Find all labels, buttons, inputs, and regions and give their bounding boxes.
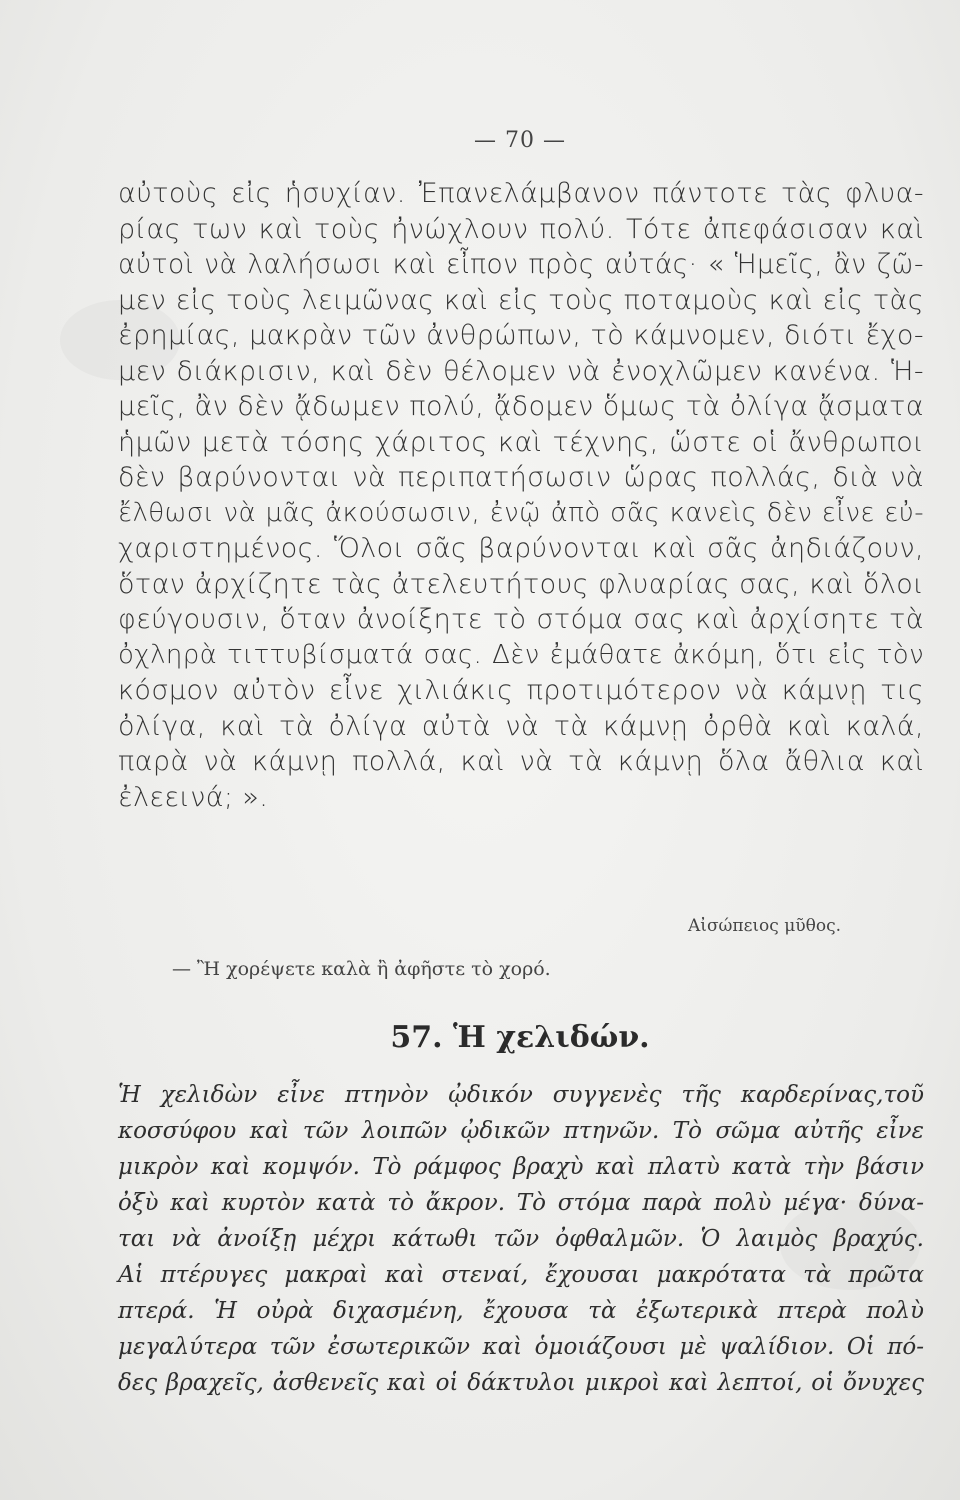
section-heading: 57. Ἡ χελιδών. (390, 1020, 650, 1055)
text-line: ὀλίγα, καὶ τὰ ὀλίγα αὐτὰ νὰ τὰ κάμνῃ ὀρθὰ καὶ καλά, (118, 710, 924, 742)
proverb: — Ἢ χορέψετε καλὰ ἢ ἀφῆστε τὸ χορό. (172, 958, 551, 980)
page-number: — 70 — (474, 128, 566, 153)
text-line: κόσμον αὐτὸν εἶνε χιλιάκις προτιμότερον νὰ κάμνῃ τις (118, 675, 924, 706)
text-line: μεν εἰς τοὺς λειμῶνας καὶ εἰς τοὺς ποταμοὺς καὶ εἰς τὰς (118, 284, 924, 316)
text-line: ἔλθωσι νὰ μᾶς ἀκούσωσιν, ἐνῷ ἀπὸ σᾶς κανεὶς δὲν εἶνε εὐ- (118, 497, 924, 528)
text-line: Αἱ πτέρυγες μακραὶ καὶ στεναί, ἔχουσαι μακρότατα τὰ πρῶτα (118, 1262, 924, 1288)
text-line: δες βραχεῖς, ἀσθενεῖς καὶ οἱ δάκτυλοι μικροὶ καὶ λεπτοί, οἱ ὄνυχες (118, 1370, 924, 1396)
text-line: αὐτοὺς εἰς ἡσυχίαν. Ἐπανελάμβανον πάντοτε τὰς φλυα- (118, 178, 924, 209)
text-line: παρὰ νὰ κάμνῃ πολλά, καὶ νὰ τὰ κάμνῃ ὅλα ἄθλια καὶ (118, 746, 924, 777)
text-line: μεν διάκρισιν, καὶ δὲν θέλομεν νὰ ἐνοχλῶμεν κανένα. Ἡ- (118, 355, 924, 387)
text-line: πτερά. Ἡ οὐρὰ διχασμένη, ἔχουσα τὰ ἐξωτερικὰ πτερὰ πολὺ (118, 1298, 924, 1324)
text-line: ὀχληρὰ τιττυβίσματά σας. Δὲν ἐμάθατε ἀκόμη, ὅτι εἰς τὸν (118, 639, 924, 670)
text-line: χαριστημένος. Ὅλοι σᾶς βαρύνονται καὶ σᾶς ἀηδιάζουν, (118, 533, 924, 564)
text-line: φεύγουσιν, ὅταν ἀνοίξητε τὸ στόμα σας καὶ ἀρχίσητε τὰ (118, 604, 924, 635)
text-line: αὐτοὶ νὰ λαλήσωσι καὶ εἶπον πρὸς αὐτάς· « Ἡμεῖς, ἂν ζῶ- (118, 249, 924, 280)
text-line: ἐλεεινά; ». (118, 781, 269, 813)
text-line: ὀξὺ καὶ κυρτὸν κατὰ τὸ ἄκρον. Τὸ στόμα παρὰ πολὺ μέγα· δύνα- (118, 1190, 924, 1216)
text-line: ὅταν ἀρχίζητε τὰς ἀτελευτήτους φλυαρίας σας, καὶ ὅλοι (118, 568, 924, 600)
fable-text (118, 176, 924, 815)
text-line: μεῖς, ἂν δὲν ᾄδωμεν πολύ, ᾄδομεν ὅμως τὰ ὀλίγα ᾄσματα (118, 391, 924, 422)
text-line: ἐρημίας, μακρὰν τῶν ἀνθρώπων, τὸ κάμνομεν, διότι ἔχο- (118, 320, 924, 351)
text-line: Ἡ χελιδὼν εἶνε πτηνὸν ᾠδικόν συγγενὲς τῆς καρδερίνας,τοῦ (118, 1082, 924, 1108)
text-line: ἡμῶν μετὰ τόσης χάριτος καὶ τέχνης, ὥστε οἱ ἄνθρωποι (118, 426, 924, 458)
text-line: ται νὰ ἀνοίξῃ μέχρι κάτωθι τῶν ὀφθαλμῶν. Ὁ λαιμὸς βραχύς. (118, 1226, 924, 1252)
text-line: δὲν βαρύνονται νὰ περιπατήσωσιν ὥρας πολλάς, διὰ νὰ (118, 462, 924, 493)
text-line: μεγαλύτερα τῶν ἐσωτερικῶν καὶ ὁμοιάζουσι μὲ ψαλίδιον. Οἱ πό- (118, 1334, 924, 1360)
text-line: μικρὸν καὶ κομψόν. Τὸ ράμφος βραχὺ καὶ πλατὺ κατὰ τὴν βάσιν (118, 1154, 924, 1180)
fable-source: Αἰσώπειος μῦθος. (688, 916, 841, 936)
section-text (118, 1077, 924, 1401)
text-line: ρίας των καὶ τοὺς ἠνώχλουν πολύ. Τότε ἀπεφάσισαν καὶ (118, 213, 924, 245)
text-line: κοσσύφου καὶ τῶν λοιπῶν ᾠδικῶν πτηνῶν. Τὸ σῶμα αὐτῆς εἶνε (118, 1118, 924, 1144)
